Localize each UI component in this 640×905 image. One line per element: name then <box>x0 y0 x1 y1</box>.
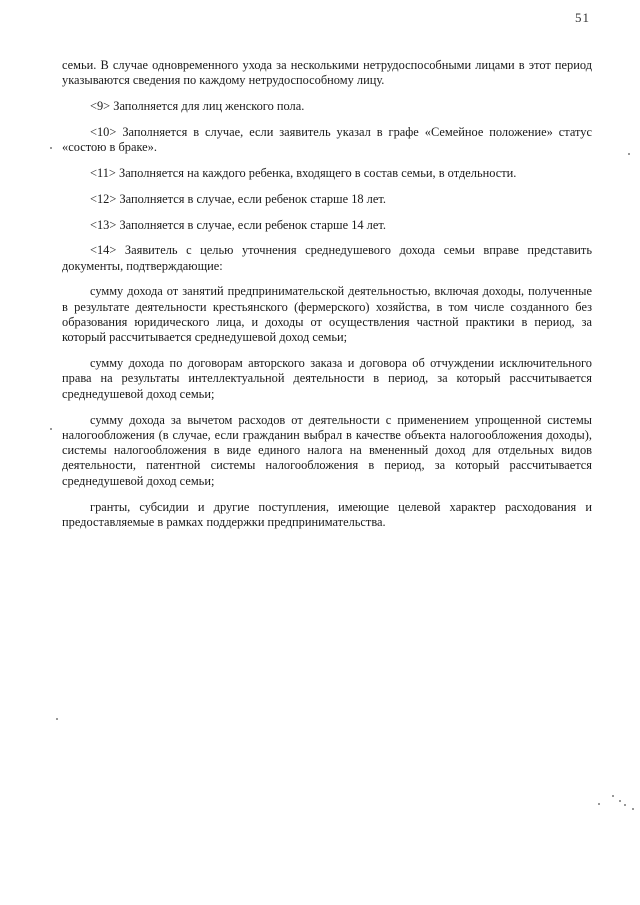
scan-speck <box>612 795 614 797</box>
scan-speck <box>56 718 58 720</box>
scan-speck <box>628 153 630 155</box>
list-item-business-income: сумму дохода от занятий предпринимательской деятельностью, включая доходы, полученные в результате деятельности крестьянского (фермерского) хозяйства, в том числе созданного без образования юридического лица, и доходы от осуществления частной практики в период, за который рассчитывается среднедушевой доход семьи; <box>62 284 592 345</box>
footnote-14: <14> Заявитель с целью уточнения среднедушевого дохода семьи вправе представить документы, подтверждающие: <box>62 243 592 273</box>
list-item-grants-subsidies: гранты, субсидии и другие поступления, имеющие целевой характер расходования и предоставляемые в рамках поддержки предпринимательства. <box>62 499 592 529</box>
page-number: 51 <box>575 10 590 25</box>
list-item-author-contract-income: сумму дохода по договорам авторского заказа и договора об отчуждении исключительного права на результаты интеллектуальной деятельности в период, за который рассчитывается среднедушевой доход семьи; <box>62 356 592 401</box>
footnote-9: <9> Заполняется для лиц женского пола. <box>90 99 305 114</box>
document-body <box>62 58 592 541</box>
footnote-13: <13> Заполняется в случае, если ребенок старше 14 лет. <box>90 217 386 232</box>
scan-speck <box>598 803 600 805</box>
scan-speck <box>632 808 634 810</box>
paragraph-continuation: семьи. В случае одновременного ухода за несколькими нетрудоспособными лицами в этот период указываются сведения по каждому нетрудоспособному лицу. <box>62 58 592 88</box>
footnote-10: <10> Заполняется в случае, если заявитель указал в графе «Семейное положение» статус «состою в браке». <box>62 124 592 155</box>
scan-speck <box>619 800 621 802</box>
footnote-11: <11> Заполняется на каждого ребенка, входящего в состав семьи, в отдельности. <box>90 165 517 180</box>
footnote-12: <12> Заполняется в случае, если ребенок старше 18 лет. <box>90 191 386 206</box>
scan-speck <box>50 147 52 149</box>
scan-speck <box>624 804 626 806</box>
list-item-simplified-tax-income: сумму дохода за вычетом расходов от деятельности с применением упрощенной системы налогообложения (в случае, если гражданин выбрал в качестве объекта налогообложения доходы), системы налогообложения в виде единого налога на вмененный доход для отдельных видов деятельности, патентной системы налогообложения в период, за который рассчитывается среднедушевой доход семьи; <box>62 412 592 488</box>
scan-speck <box>50 428 52 430</box>
